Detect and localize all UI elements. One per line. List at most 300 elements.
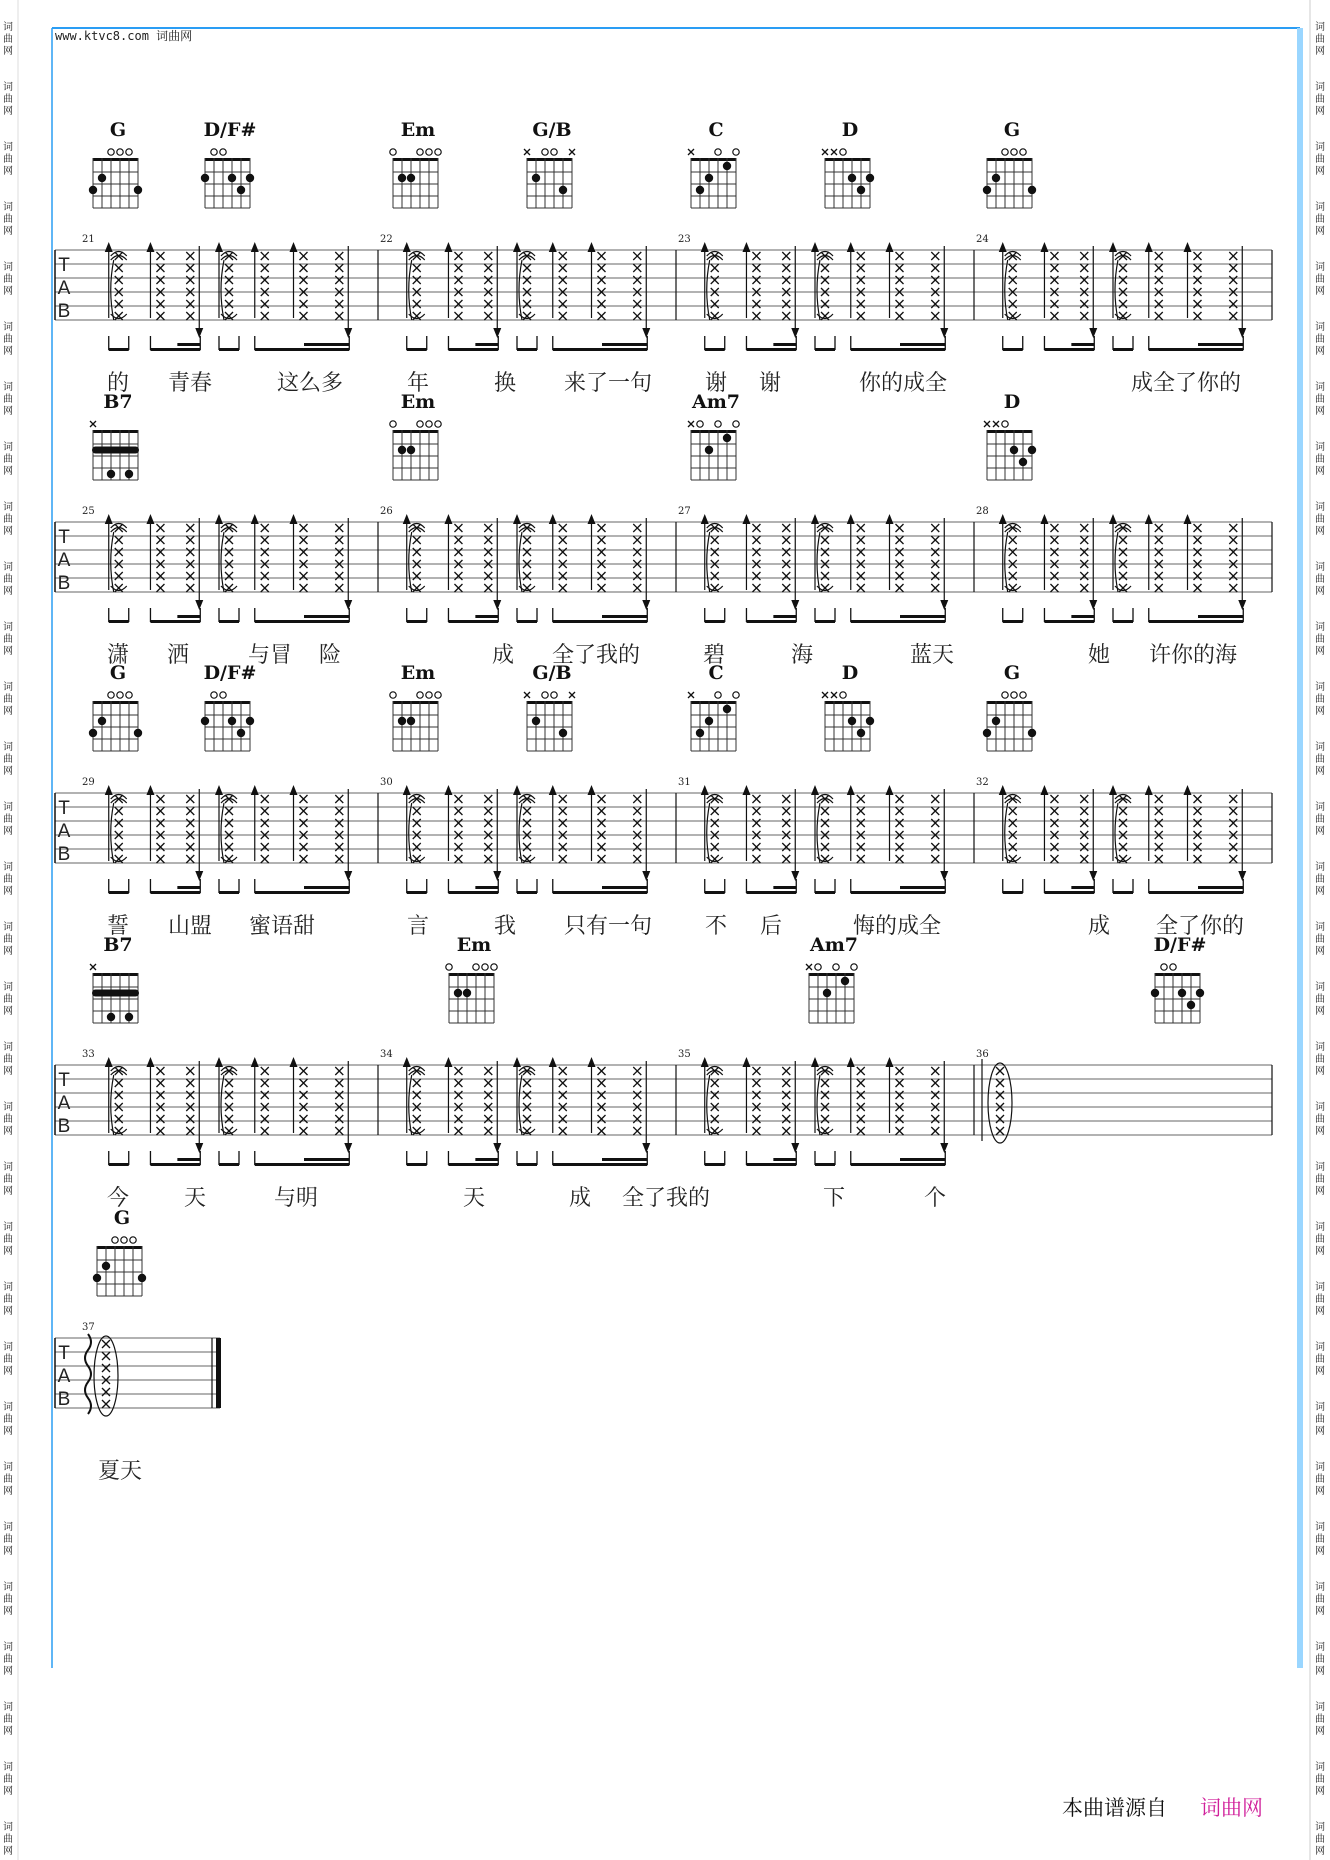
strum-up-arrow <box>701 514 709 524</box>
measure-number: 26 <box>380 506 393 517</box>
watermark-char: 曲 <box>3 1174 13 1185</box>
brush-column <box>221 795 237 864</box>
tab-clef-letter: B <box>57 1116 71 1137</box>
chord-diagram <box>524 662 575 751</box>
rhythm-beam <box>448 336 498 351</box>
watermark-char: 词 <box>3 502 13 513</box>
beam <box>705 348 725 351</box>
watermark-char: 曲 <box>1315 574 1325 585</box>
systems <box>55 119 1272 1484</box>
strum-up-arrow <box>251 785 259 795</box>
tab-clef-letter: B <box>57 1389 71 1410</box>
beam <box>517 891 537 894</box>
watermark-char: 词 <box>1315 1582 1325 1593</box>
finger-dot <box>102 1262 110 1270</box>
strum-up-arrow <box>1040 514 1048 524</box>
watermark-char: 词 <box>3 1402 13 1413</box>
beam <box>219 1163 239 1166</box>
watermark-char: 网 <box>1315 586 1325 597</box>
strum-up-arrow <box>886 785 894 795</box>
strum-down-arrow <box>1089 328 1097 338</box>
beam <box>900 615 945 618</box>
strum-up-arrow <box>1184 785 1192 795</box>
watermark-char: 网 <box>3 1426 13 1437</box>
strum-column <box>444 242 462 320</box>
strum-down-arrow <box>195 1143 203 1153</box>
strum-down-arrow <box>940 600 948 610</box>
watermark-char: 网 <box>3 1786 13 1797</box>
open-string-mark <box>220 692 226 698</box>
brush-arc <box>707 1075 710 1135</box>
rhythm-beam <box>109 336 129 351</box>
watermark-char: 曲 <box>3 214 13 225</box>
open-string-mark <box>112 1237 118 1243</box>
strum-down-arrow <box>493 600 501 610</box>
beam <box>1149 891 1244 894</box>
chord-nut <box>825 701 870 704</box>
rhythm-beam <box>705 879 725 894</box>
watermark-char: 词 <box>1315 1402 1325 1413</box>
finger-dot <box>857 729 865 737</box>
finger-dot <box>134 186 142 194</box>
strum-up-arrow <box>513 242 521 252</box>
watermark-char: 网 <box>3 226 13 237</box>
chord-name: C <box>708 119 724 141</box>
chord-nut <box>527 158 572 161</box>
watermark-char: 曲 <box>3 34 13 45</box>
watermark-char: 词 <box>3 682 13 693</box>
strum-column <box>251 1057 269 1135</box>
open-string-mark <box>851 964 857 970</box>
tab-clef-letter: B <box>57 573 71 594</box>
beam <box>900 886 945 889</box>
rhythm-beam <box>746 608 796 623</box>
watermark-char: 网 <box>3 586 13 597</box>
finger-dot <box>125 1013 133 1021</box>
finger-dot <box>398 446 406 454</box>
rhythm-beam <box>407 879 427 894</box>
chord-diagram <box>822 119 874 208</box>
lyric-word: 今 <box>106 1186 130 1211</box>
tab-clef-letter: A <box>57 278 71 299</box>
open-string-mark <box>417 421 423 427</box>
watermark-char: 词 <box>3 1462 13 1473</box>
tab-clef-letter: A <box>57 550 71 571</box>
beam <box>109 348 129 351</box>
rhythm-beam <box>1044 608 1094 623</box>
watermark-char: 曲 <box>1315 94 1325 105</box>
strum-up-arrow <box>886 1057 894 1067</box>
brush-arc <box>221 260 224 320</box>
brush-arc <box>519 803 522 863</box>
watermark-char: 曲 <box>1315 1294 1325 1305</box>
watermark-char: 词 <box>3 742 13 753</box>
chord-nut <box>987 701 1032 704</box>
watermark-char: 曲 <box>1315 1174 1325 1185</box>
beam <box>773 886 796 889</box>
tab-system <box>55 934 1272 1211</box>
strum-column <box>1184 514 1202 592</box>
beam <box>150 620 200 623</box>
beam <box>150 1163 200 1166</box>
watermark-char: 网 <box>3 1186 13 1197</box>
watermark-char: 词 <box>3 22 13 33</box>
watermark-char: 曲 <box>1315 214 1325 225</box>
strum-up-arrow <box>701 242 709 252</box>
watermark-char: 网 <box>1315 46 1325 57</box>
watermark-char: 曲 <box>1315 274 1325 285</box>
strum-up-arrow <box>999 242 1007 252</box>
beam <box>602 1158 647 1161</box>
watermark-char: 曲 <box>1315 874 1325 885</box>
watermark-char: 词 <box>3 622 13 633</box>
rhythm-beam <box>219 879 239 894</box>
watermark-char: 网 <box>1315 406 1325 417</box>
strum-down-arrow <box>493 328 501 338</box>
watermark-char: 网 <box>3 886 13 897</box>
strum-up-arrow <box>549 242 557 252</box>
chord-name: G <box>109 662 127 684</box>
chord-diagram <box>524 119 575 208</box>
open-string-mark <box>1161 964 1167 970</box>
brush-column <box>1115 252 1131 321</box>
watermark-char: 词 <box>1315 1522 1325 1533</box>
finger-dot <box>107 1013 115 1021</box>
strum-column <box>444 1057 462 1135</box>
watermark-char: 词 <box>1315 922 1325 933</box>
chord-name: Em <box>456 934 492 956</box>
brush-column <box>519 795 535 864</box>
strum-down-arrow <box>344 328 352 338</box>
measure-number: 31 <box>678 777 691 788</box>
watermark-char: 词 <box>3 1282 13 1293</box>
measure-number: 37 <box>82 1322 95 1333</box>
lyric-word: 青春 <box>167 371 213 396</box>
chord-diagram <box>688 119 739 208</box>
strum-up-arrow <box>701 1057 709 1067</box>
watermark-char: 网 <box>1315 706 1325 717</box>
finger-dot <box>237 186 245 194</box>
open-string-mark <box>1011 149 1017 155</box>
beam <box>177 1158 200 1161</box>
chord-diagram <box>89 119 142 208</box>
left-watermark-strip <box>3 21 13 1857</box>
strum-up-arrow <box>588 785 596 795</box>
site-url: www.ktvc8.com 词曲网 <box>55 29 193 43</box>
watermark-char: 词 <box>3 1822 13 1833</box>
brush-arc <box>111 532 114 592</box>
strum-down-arrow <box>344 600 352 610</box>
strum-up-arrow <box>513 785 521 795</box>
brush-column <box>1115 524 1131 593</box>
chord-diagram <box>390 662 441 751</box>
watermark-char: 曲 <box>1315 154 1325 165</box>
watermark-char: 词 <box>1315 802 1325 813</box>
watermark-char: 网 <box>1315 526 1325 537</box>
open-string-mark <box>551 692 557 698</box>
rhythm-beam <box>407 336 427 351</box>
lyric-word: 许你的海 <box>1148 643 1238 668</box>
tab-clef-letter: T <box>58 255 70 276</box>
brush-arc <box>1005 260 1008 320</box>
strum-up-arrow <box>105 514 113 524</box>
beam <box>1003 891 1023 894</box>
strum-up-arrow <box>403 1057 411 1067</box>
measure-number: 35 <box>678 1049 691 1060</box>
watermark-char: 曲 <box>3 394 13 405</box>
beam <box>448 1163 498 1166</box>
brush-column <box>111 252 127 321</box>
finger-dot <box>848 174 856 182</box>
strum-down-arrow <box>493 1143 501 1153</box>
brush-column <box>817 1067 833 1136</box>
beam <box>815 1163 835 1166</box>
strum-up-arrow <box>444 785 452 795</box>
brush-column <box>409 1067 425 1136</box>
brush-arc <box>707 532 710 592</box>
open-string-mark <box>417 149 423 155</box>
open-string-mark <box>117 149 123 155</box>
watermark-char: 曲 <box>3 1534 13 1545</box>
finger-dot <box>246 717 254 725</box>
watermark-char: 词 <box>3 82 13 93</box>
watermark-char: 曲 <box>1315 694 1325 705</box>
watermark-char: 曲 <box>1315 1054 1325 1065</box>
chord-diagram <box>806 934 858 1023</box>
finger-dot <box>696 729 704 737</box>
chord-name: Am7 <box>809 934 859 956</box>
finger-dot <box>1028 186 1036 194</box>
tab-clef-letter: T <box>58 1070 70 1091</box>
strum-up-arrow <box>701 785 709 795</box>
rhythm-beam <box>150 336 200 351</box>
brush-column <box>409 795 425 864</box>
strum-column <box>886 1057 904 1135</box>
lyric-word: 来了一句 <box>563 371 653 396</box>
finger-dot <box>857 186 865 194</box>
beam <box>177 343 200 346</box>
measure-number: 21 <box>82 234 95 245</box>
watermark-char: 词 <box>1315 682 1325 693</box>
strum-up-arrow <box>847 785 855 795</box>
strum-down-arrow <box>344 871 352 881</box>
right-watermark-strip <box>1315 21 1325 1857</box>
watermark-char: 曲 <box>1315 1834 1325 1845</box>
measure-number: 28 <box>976 506 989 517</box>
rhythm-beam <box>1003 608 1023 623</box>
watermark-char: 词 <box>3 562 13 573</box>
strum-up-arrow <box>1109 514 1117 524</box>
measure-number: 34 <box>380 1049 393 1060</box>
chord-name: B7 <box>103 934 133 956</box>
brush-arc <box>817 1075 820 1135</box>
lyric-word: 你的成全 <box>858 371 948 396</box>
beam <box>219 620 239 623</box>
chord-diagram <box>201 662 257 751</box>
tab-system <box>55 1207 221 1484</box>
watermark-char: 词 <box>3 1762 13 1773</box>
strum-column <box>1145 242 1163 320</box>
chord-name: B7 <box>103 391 133 413</box>
chord-name: Am7 <box>691 391 741 413</box>
beam <box>553 891 648 894</box>
strum-up-arrow <box>847 1057 855 1067</box>
rhythm-beam <box>517 1151 537 1166</box>
beam <box>746 620 796 623</box>
chord-nut <box>93 701 138 704</box>
tab-clef-letter: A <box>57 821 71 842</box>
watermark-char: 网 <box>1315 886 1325 897</box>
watermark-char: 网 <box>3 646 13 657</box>
beam <box>177 886 200 889</box>
strum-up-arrow <box>811 242 819 252</box>
strum-column <box>742 785 760 863</box>
chord-name: G <box>113 1207 131 1229</box>
strum-up-arrow <box>1109 242 1117 252</box>
lyric-word: 谢 <box>758 371 782 396</box>
watermark-char: 词 <box>3 1222 13 1233</box>
finger-dot <box>705 174 713 182</box>
beam <box>602 343 647 346</box>
chord-diagram <box>983 662 1036 751</box>
open-string-mark <box>211 692 217 698</box>
beam <box>1044 891 1094 894</box>
strum-up-arrow <box>1184 242 1192 252</box>
beam <box>407 891 427 894</box>
watermark-char: 曲 <box>1315 634 1325 645</box>
chord-name: G/B <box>532 119 572 141</box>
strum-down-arrow <box>642 328 650 338</box>
watermark-char: 词 <box>1315 862 1325 873</box>
strum-column <box>102 1340 110 1408</box>
open-string-mark <box>426 149 432 155</box>
brush-column <box>1115 795 1131 864</box>
lyric-word: 这么多 <box>276 371 344 396</box>
rhythm-beam <box>851 336 946 351</box>
open-string-mark <box>446 964 452 970</box>
finger-dot <box>705 446 713 454</box>
chord-nut <box>205 158 250 161</box>
watermark-char: 曲 <box>3 1594 13 1605</box>
beam <box>475 343 498 346</box>
lyric-word: 天 <box>462 1186 486 1211</box>
watermark-char: 词 <box>1315 1222 1325 1233</box>
strum-up-arrow <box>513 514 521 524</box>
open-string-mark <box>220 149 226 155</box>
chord-nut <box>97 1246 142 1249</box>
strum-up-arrow <box>444 242 452 252</box>
strum-up-arrow <box>811 1057 819 1067</box>
beam <box>746 1163 796 1166</box>
strum-column <box>847 1057 865 1135</box>
strum-column <box>588 242 606 320</box>
lyric-word: 海 <box>790 643 814 668</box>
watermark-char: 曲 <box>1315 1594 1325 1605</box>
finger-dot <box>992 717 1000 725</box>
open-string-mark <box>1002 149 1008 155</box>
finger-dot <box>398 174 406 182</box>
finger-dot <box>705 717 713 725</box>
watermark-char: 词 <box>1315 382 1325 393</box>
rhythm-beam <box>851 608 946 623</box>
chord-name: D/F# <box>203 119 257 141</box>
lyric-word: 夏天 <box>97 1459 143 1484</box>
chord-nut <box>691 701 736 704</box>
finger-dot <box>559 186 567 194</box>
watermark-char: 曲 <box>1315 394 1325 405</box>
strum-down-arrow <box>642 871 650 881</box>
strum-up-arrow <box>290 1057 298 1067</box>
rhythm-beam <box>150 1151 200 1166</box>
beam <box>851 348 946 351</box>
chord-nut <box>93 973 138 976</box>
rhythm-beam <box>705 1151 725 1166</box>
open-string-mark <box>426 421 432 427</box>
finger-dot <box>107 470 115 478</box>
open-string-mark <box>542 149 548 155</box>
watermark-char: 词 <box>3 202 13 213</box>
open-string-mark <box>840 149 846 155</box>
open-string-mark <box>482 964 488 970</box>
watermark-char: 网 <box>3 406 13 417</box>
brush-column <box>817 795 833 864</box>
brush-arc <box>1115 260 1118 320</box>
strum-column <box>146 242 164 320</box>
watermark-char: 词 <box>1315 562 1325 573</box>
rhythm-beam <box>448 879 498 894</box>
watermark-char: 网 <box>3 1546 13 1557</box>
measure-number: 30 <box>380 777 393 788</box>
measure-number: 24 <box>976 234 989 245</box>
beam <box>1044 348 1094 351</box>
beam <box>851 1163 946 1166</box>
chord-barre <box>92 990 139 997</box>
chord-nut <box>93 430 138 433</box>
lyric-word: 我 <box>493 914 517 939</box>
watermark-char: 曲 <box>3 1354 13 1365</box>
beam <box>705 891 725 894</box>
rhythm-beam <box>219 336 239 351</box>
brush-arc <box>409 803 412 863</box>
watermark-char: 网 <box>1315 826 1325 837</box>
watermark-char: 词 <box>1315 1702 1325 1713</box>
rhythm-beam <box>815 336 835 351</box>
beam <box>602 886 647 889</box>
strum-down-arrow <box>940 328 948 338</box>
strum-column <box>588 785 606 863</box>
rhythm-beam <box>1149 336 1244 351</box>
watermark-char: 词 <box>1315 1042 1325 1053</box>
watermark-char: 词 <box>1315 622 1325 633</box>
watermark-char: 曲 <box>3 574 13 585</box>
tab-system <box>55 662 1272 939</box>
strum-column <box>549 785 567 863</box>
strum-up-arrow <box>549 785 557 795</box>
strum-up-arrow <box>1184 514 1192 524</box>
finger-dot <box>1196 989 1204 997</box>
watermark-char: 曲 <box>1315 1234 1325 1245</box>
watermark-char: 曲 <box>1315 1474 1325 1485</box>
chord-name: D <box>841 662 859 684</box>
brush-arc <box>519 532 522 592</box>
brush-arc <box>519 1075 522 1135</box>
watermark-char: 网 <box>1315 1066 1325 1077</box>
strum-down-arrow <box>940 1143 948 1153</box>
strum-up-arrow <box>215 514 223 524</box>
brush-arc <box>1005 803 1008 863</box>
strum-column <box>1040 514 1058 592</box>
open-string-mark <box>473 964 479 970</box>
